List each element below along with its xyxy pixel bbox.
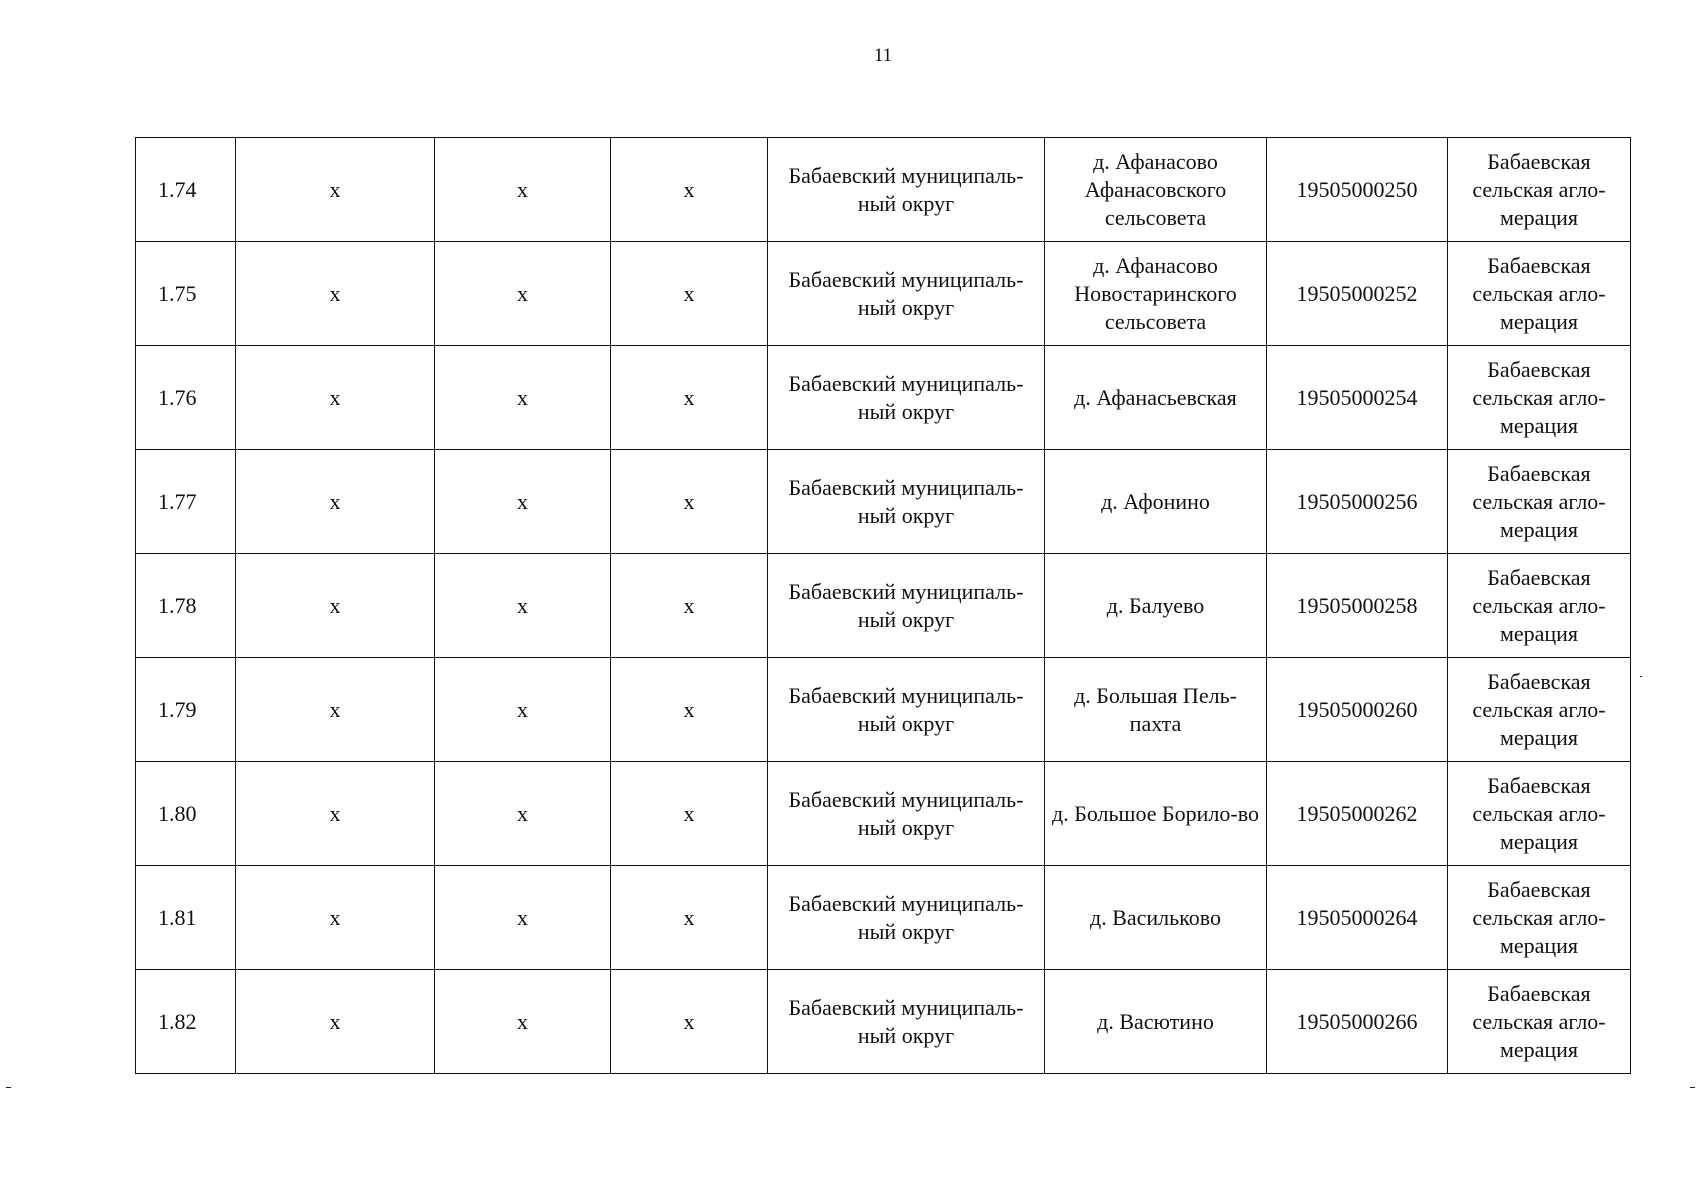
row-number-cell: 1.76 (136, 346, 236, 450)
x-mark-cell: х (236, 554, 435, 658)
oktmo-code-cell: 19505000260 (1267, 658, 1448, 762)
x-mark-cell: х (236, 658, 435, 762)
agglomeration-cell: Бабаевская сельская агло-мерация (1448, 866, 1631, 970)
x-mark-cell: х (611, 554, 768, 658)
oktmo-code-cell: 19505000264 (1267, 866, 1448, 970)
x-mark-cell: х (435, 762, 611, 866)
district-cell: Бабаевский муниципаль-ный округ (768, 762, 1045, 866)
x-mark-cell: х (236, 242, 435, 346)
row-number-cell: 1.78 (136, 554, 236, 658)
table-row (136, 450, 1631, 554)
x-mark-cell: х (236, 138, 435, 242)
x-mark-cell: х (435, 970, 611, 1074)
table-row (136, 658, 1631, 762)
x-mark-cell: х (611, 346, 768, 450)
x-mark-cell: х (435, 866, 611, 970)
settlement-cell: д. Балуево (1045, 554, 1267, 658)
x-mark-cell: х (236, 762, 435, 866)
settlement-cell: д. Васютино (1045, 970, 1267, 1074)
row-number-cell: 1.82 (136, 970, 236, 1074)
oktmo-code-cell: 19505000256 (1267, 450, 1448, 554)
x-mark-cell: х (611, 970, 768, 1074)
oktmo-code-cell: 19505000266 (1267, 970, 1448, 1074)
settlement-cell: д. Афанасово Новостаринского сельсовета (1045, 242, 1267, 346)
agglomeration-cell: Бабаевская сельская агло-мерация (1448, 138, 1631, 242)
agglomeration-cell: Бабаевская сельская агло-мерация (1448, 450, 1631, 554)
right-margin-mark (1690, 1087, 1695, 1088)
oktmo-code-cell: 19505000258 (1267, 554, 1448, 658)
table-row (136, 762, 1631, 866)
agglomeration-cell: Бабаевская сельская агло-мерация (1448, 242, 1631, 346)
agglomeration-cell: Бабаевская сельская агло-мерация (1448, 346, 1631, 450)
x-mark-cell: х (236, 346, 435, 450)
table-row (136, 242, 1631, 346)
oktmo-code-cell: 19505000262 (1267, 762, 1448, 866)
agglomeration-cell: Бабаевская сельская агло-мерация (1448, 658, 1631, 762)
row-number-cell: 1.79 (136, 658, 236, 762)
settlement-cell: д. Большое Борило-во (1045, 762, 1267, 866)
right-margin-dot (1640, 676, 1642, 677)
row-number-cell: 1.81 (136, 866, 236, 970)
x-mark-cell: х (435, 554, 611, 658)
x-mark-cell: х (611, 138, 768, 242)
table-row (136, 554, 1631, 658)
x-mark-cell: х (611, 866, 768, 970)
district-cell: Бабаевский муниципаль-ный округ (768, 138, 1045, 242)
settlement-cell: д. Афонино (1045, 450, 1267, 554)
district-cell: Бабаевский муниципаль-ный округ (768, 554, 1045, 658)
x-mark-cell: х (236, 866, 435, 970)
agglomeration-cell: Бабаевская сельская агло-мерация (1448, 762, 1631, 866)
table-row (136, 138, 1631, 242)
district-cell: Бабаевский муниципаль-ный округ (768, 346, 1045, 450)
table-row (136, 866, 1631, 970)
table-row (136, 970, 1631, 1074)
table-body (136, 138, 1631, 1074)
page-number: 11 (873, 45, 893, 66)
oktmo-code-cell: 19505000254 (1267, 346, 1448, 450)
row-number-cell: 1.74 (136, 138, 236, 242)
row-number-cell: 1.80 (136, 762, 236, 866)
settlement-cell: д. Большая Пель-пахта (1045, 658, 1267, 762)
left-margin-mark (6, 1087, 11, 1088)
x-mark-cell: х (611, 658, 768, 762)
x-mark-cell: х (435, 242, 611, 346)
x-mark-cell: х (435, 346, 611, 450)
district-cell: Бабаевский муниципаль-ный округ (768, 970, 1045, 1074)
oktmo-code-cell: 19505000250 (1267, 138, 1448, 242)
registry-table (135, 137, 1631, 1074)
x-mark-cell: х (611, 450, 768, 554)
settlement-cell: д. Афанасово Афанасовского сельсовета (1045, 138, 1267, 242)
x-mark-cell: х (236, 450, 435, 554)
x-mark-cell: х (435, 450, 611, 554)
row-number-cell: 1.77 (136, 450, 236, 554)
settlement-cell: д. Афанасьевская (1045, 346, 1267, 450)
district-cell: Бабаевский муниципаль-ный округ (768, 450, 1045, 554)
x-mark-cell: х (611, 762, 768, 866)
district-cell: Бабаевский муниципаль-ный округ (768, 242, 1045, 346)
agglomeration-cell: Бабаевская сельская агло-мерация (1448, 970, 1631, 1074)
district-cell: Бабаевский муниципаль-ный округ (768, 658, 1045, 762)
x-mark-cell: х (236, 970, 435, 1074)
agglomeration-cell: Бабаевская сельская агло-мерация (1448, 554, 1631, 658)
table-row (136, 346, 1631, 450)
oktmo-code-cell: 19505000252 (1267, 242, 1448, 346)
settlement-cell: д. Васильково (1045, 866, 1267, 970)
row-number-cell: 1.75 (136, 242, 236, 346)
x-mark-cell: х (435, 658, 611, 762)
x-mark-cell: х (435, 138, 611, 242)
x-mark-cell: х (611, 242, 768, 346)
district-cell: Бабаевский муниципаль-ный округ (768, 866, 1045, 970)
